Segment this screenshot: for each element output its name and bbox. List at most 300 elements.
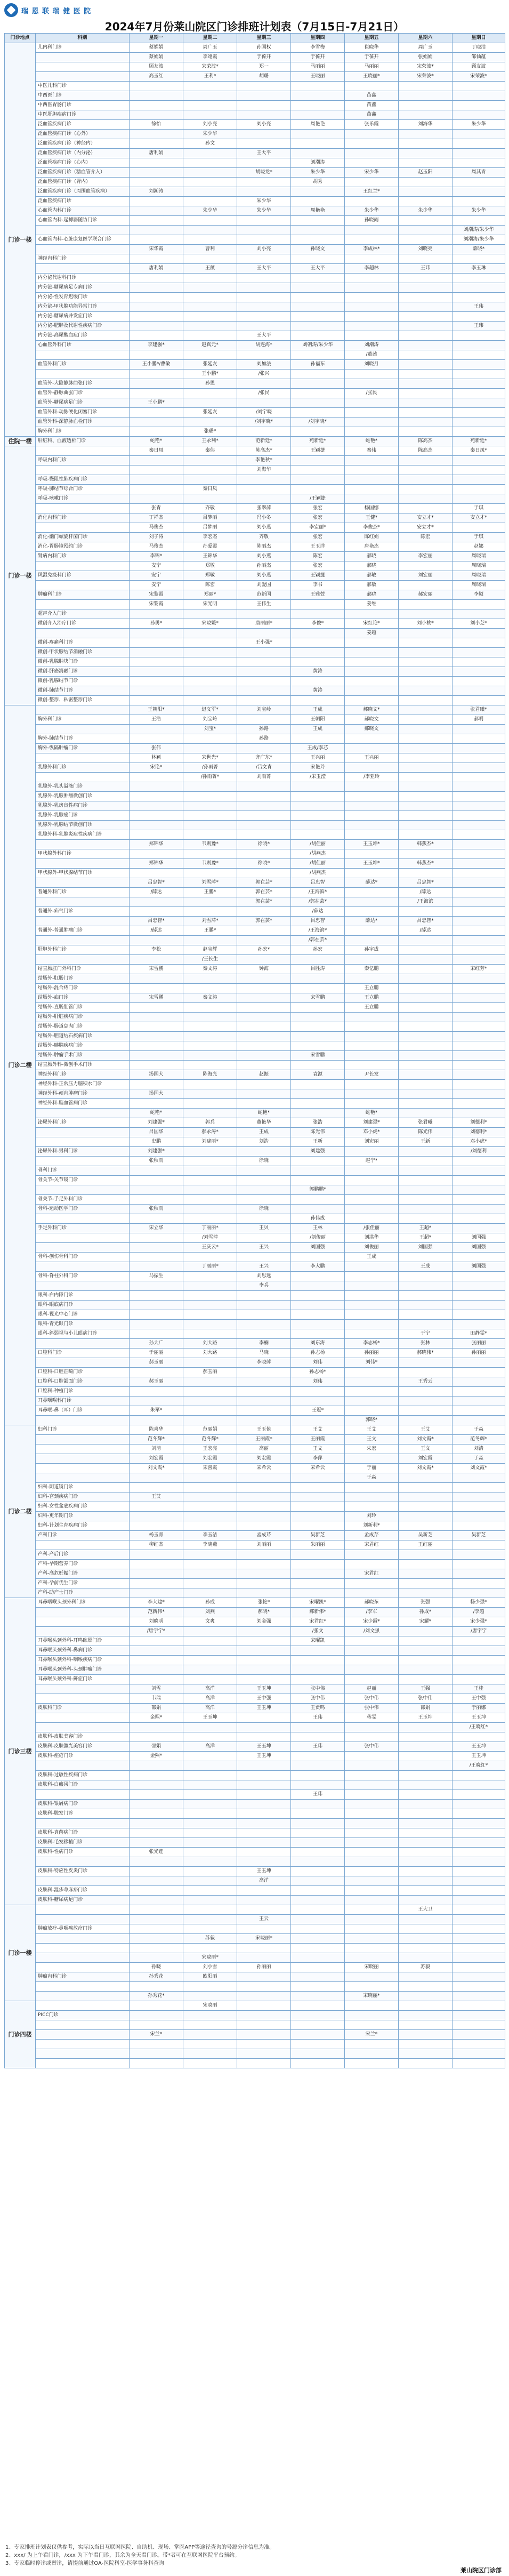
doctor-cell: 王兴 [237, 1243, 291, 1253]
schedule-row [5, 379, 505, 389]
doctor-cell: 刘宝* [183, 725, 237, 734]
doctor-cell [345, 1953, 399, 1963]
doctor-cell: 孙福东 [291, 360, 345, 370]
doctor-cell [345, 235, 399, 245]
doctor-cell [130, 1780, 183, 1790]
doctor-cell: 张浩 [291, 1118, 345, 1128]
schedule-row [5, 1560, 505, 1569]
doctor-cell [183, 1646, 237, 1656]
doctor-cell: /刘宇晓* [291, 418, 345, 427]
department-cell: 泛血管疾病门诊（神经内） [36, 139, 130, 149]
department-cell: 心血管内科-起搏器随访门诊 [36, 216, 130, 226]
doctor-cell [291, 1723, 345, 1732]
doctor-cell: 王玉坤 [237, 1752, 291, 1761]
doctor-cell [291, 1665, 345, 1675]
doctor-cell [183, 1483, 237, 1492]
doctor-cell: 郝晓* [237, 1608, 291, 1617]
department-cell: 胸外科门诊 [36, 427, 130, 437]
doctor-cell [399, 648, 453, 657]
department-cell: 结肠外-胰腺疾病门诊 [36, 1041, 130, 1051]
doctor-cell [130, 657, 183, 667]
doctor-cell [345, 1560, 399, 1569]
schedule-row [5, 1473, 505, 1483]
doctor-cell [130, 1387, 183, 1397]
doctor-cell [130, 1732, 183, 1742]
department-cell: 心血管内科-心脏康复医学联合门诊 [36, 235, 130, 245]
doctor-cell [237, 686, 291, 696]
doctor-cell [291, 1310, 345, 1320]
doctor-cell: 郝晓文 [345, 715, 399, 725]
doctor-cell: 王玉坤 [453, 1742, 505, 1752]
doctor-cell: 姜维 [345, 600, 399, 609]
doctor-cell [291, 1512, 345, 1521]
doctor-cell: 范新廷* [237, 437, 291, 446]
doctor-cell [130, 1099, 183, 1109]
department-cell [36, 2001, 130, 2011]
doctor-cell [237, 849, 291, 859]
doctor-cell [291, 1953, 345, 1963]
doctor-cell [237, 1483, 291, 1492]
schedule-row [5, 1569, 505, 1579]
schedule-row [5, 1502, 505, 1512]
doctor-cell [237, 1080, 291, 1089]
doctor-cell [183, 1867, 237, 1876]
department-cell [36, 1790, 130, 1800]
doctor-cell: 王大平 [291, 264, 345, 274]
doctor-cell: 张娟娟 [399, 53, 453, 62]
doctor-cell: 王中强 [237, 1694, 291, 1704]
doctor-cell [399, 1800, 453, 1809]
doctor-cell: 宋少霞* [345, 1617, 399, 1627]
schedule-row [5, 2049, 505, 2059]
department-cell: 超声介入门诊 [36, 609, 130, 619]
doctor-cell: 李玉琳 [453, 264, 505, 274]
doctor-cell [130, 686, 183, 696]
doctor-cell [291, 955, 345, 965]
schedule-row [5, 1886, 505, 1896]
doctor-cell [291, 1281, 345, 1291]
doctor-cell: 邹仙蕴 [453, 53, 505, 62]
doctor-cell [130, 1397, 183, 1406]
doctor-cell [453, 1473, 505, 1483]
doctor-cell: 陈宏 [399, 533, 453, 542]
doctor-cell [237, 187, 291, 197]
doctor-cell: /王晓红* [453, 1761, 505, 1771]
doctor-cell [399, 1771, 453, 1780]
doctor-cell: 张宏 [291, 513, 345, 523]
department-cell: 结直肠肛门外科门诊 [36, 965, 130, 974]
doctor-cell [399, 1147, 453, 1157]
schedule-row [5, 82, 505, 91]
doctor-cell [183, 677, 237, 686]
schedule-row [5, 302, 505, 312]
schedule-row [5, 1128, 505, 1137]
doctor-cell: 刘雪 [130, 1684, 183, 1694]
schedule-row [5, 773, 505, 782]
doctor-cell [130, 1876, 183, 1886]
doctor-cell: 刘建强* [345, 1118, 399, 1128]
doctor-cell [291, 2011, 345, 2020]
doctor-cell [399, 705, 453, 715]
doctor-cell [183, 1473, 237, 1483]
doctor-cell: 蛇艳* [345, 437, 399, 446]
doctor-cell: 吕忠智 [291, 878, 345, 888]
schedule-row [5, 1713, 505, 1723]
doctor-cell [399, 1953, 453, 1963]
doctor-cell [399, 350, 453, 360]
doctor-cell [453, 1569, 505, 1579]
doctor-cell: 赵娜 [453, 542, 505, 552]
doctor-cell [183, 849, 237, 859]
doctor-cell [130, 897, 183, 907]
doctor-cell: 宋艳* [130, 763, 183, 773]
doctor-cell [453, 1771, 505, 1780]
doctor-cell [291, 2059, 345, 2068]
doctor-cell [345, 1934, 399, 1944]
schedule-row [5, 1790, 505, 1800]
schedule-row [5, 1041, 505, 1051]
doctor-cell [453, 917, 505, 926]
doctor-cell: 王红兰* [345, 187, 399, 197]
doctor-cell [399, 293, 453, 302]
footer-note: 2、xxx/ 为上午看门诊，/xxx 为下午看门诊，其余为全天看门诊。带*者可在互联网医院平台预约。 [5, 2553, 240, 2558]
doctor-cell [291, 1752, 345, 1761]
doctor-cell [183, 1915, 237, 1924]
schedule-row [5, 1896, 505, 1905]
doctor-cell [399, 677, 453, 686]
doctor-cell [130, 274, 183, 283]
doctor-cell: 张宏 [291, 533, 345, 542]
doctor-cell: 刘建强 [291, 1147, 345, 1157]
doctor-cell [291, 821, 345, 830]
doctor-cell [183, 1896, 237, 1905]
doctor-cell: /薛达 [291, 907, 345, 917]
doctor-cell: 史鹏 [130, 1137, 183, 1147]
doctor-cell [453, 993, 505, 1003]
doctor-cell: 张丽丽 [453, 1339, 505, 1349]
department-cell: 妇科-女性盆底疾病门诊 [36, 1502, 130, 1512]
doctor-cell [183, 1291, 237, 1301]
doctor-cell: 张伟 [130, 744, 183, 753]
schedule-row [5, 725, 505, 734]
doctor-cell [345, 1483, 399, 1492]
doctor-cell [453, 1041, 505, 1051]
doctor-cell: 邓小虎* [453, 1137, 505, 1147]
department-cell: 皮肤科-痤疮门诊 [36, 1752, 130, 1761]
doctor-cell [399, 418, 453, 427]
department-cell [36, 1435, 130, 1445]
schedule-row [5, 1704, 505, 1713]
doctor-cell [237, 235, 291, 245]
doctor-cell [183, 1214, 237, 1224]
department-cell: 结肠外-胆道结石疾病门诊 [36, 1032, 130, 1041]
doctor-cell: 苗鑫 [345, 110, 399, 120]
schedule-row [5, 1819, 505, 1828]
doctor-cell [345, 2049, 399, 2059]
doctor-cell: /张文 [291, 1627, 345, 1636]
schedule-row [5, 945, 505, 955]
doctor-cell [237, 475, 291, 485]
doctor-cell: 马丽丽 [345, 62, 399, 72]
department-cell: 皮肤科-特应性皮炎门诊 [36, 1867, 130, 1876]
schedule-row [5, 418, 505, 427]
doctor-cell [237, 398, 291, 408]
doctor-cell [130, 1560, 183, 1569]
doctor-cell [183, 830, 237, 840]
schedule-row [5, 542, 505, 552]
doctor-cell [291, 1550, 345, 1560]
doctor-cell [399, 1368, 453, 1377]
doctor-cell: 郭鹏鹏* [291, 1185, 345, 1195]
doctor-cell [183, 667, 237, 677]
doctor-cell [453, 1483, 505, 1492]
doctor-cell: 秦日凤 [183, 485, 237, 494]
doctor-cell [399, 1982, 453, 1992]
doctor-cell [453, 389, 505, 398]
doctor-cell: 张宏 [291, 504, 345, 513]
column-header: 星期一 [130, 34, 183, 43]
doctor-cell [399, 475, 453, 485]
doctor-cell [453, 293, 505, 302]
department-cell [36, 840, 130, 849]
schedule-row [5, 1445, 505, 1454]
department-cell: 耳鼻喉头颈外科-头颈肿瘤门诊 [36, 1665, 130, 1675]
doctor-cell [399, 322, 453, 331]
doctor-cell: 丁晓洁 [453, 43, 505, 53]
doctor-cell [237, 1944, 291, 1953]
doctor-cell [237, 1013, 291, 1022]
schedule-row [5, 1185, 505, 1195]
department-cell: 乳腺外-乳腺结节微创门诊 [36, 821, 130, 830]
doctor-cell [183, 178, 237, 187]
doctor-cell [237, 744, 291, 753]
schedule-row [5, 1118, 505, 1128]
department-cell [36, 264, 130, 274]
doctor-cell [453, 341, 505, 350]
department-cell [36, 1684, 130, 1694]
doctor-cell [291, 1166, 345, 1176]
doctor-cell: 孙丽杰 [237, 561, 291, 571]
doctor-cell [291, 1800, 345, 1809]
doctor-cell [345, 1896, 399, 1905]
doctor-cell: 王玮 [291, 1790, 345, 1800]
department-cell [36, 1416, 130, 1425]
doctor-cell [130, 984, 183, 993]
doctor-cell [183, 456, 237, 466]
schedule-row [5, 1608, 505, 1617]
department-cell: 神经外科-正常压力脑积水门诊 [36, 1080, 130, 1089]
doctor-cell [130, 1022, 183, 1032]
doctor-cell [399, 725, 453, 734]
doctor-cell [399, 1627, 453, 1636]
doctor-cell: 刘宏霞 [130, 1454, 183, 1464]
doctor-cell [237, 1397, 291, 1406]
doctor-cell [237, 293, 291, 302]
department-cell: 微创-疼痛科门诊 [36, 638, 130, 648]
doctor-cell [183, 1560, 237, 1569]
doctor-cell [237, 1176, 291, 1185]
doctor-cell [183, 1790, 237, 1800]
doctor-cell [453, 1051, 505, 1061]
doctor-cell: 王小鹏* [130, 398, 183, 408]
doctor-cell [345, 648, 399, 657]
doctor-cell [291, 1905, 345, 1915]
doctor-cell [453, 1099, 505, 1109]
doctor-cell: 尹长发 [345, 1070, 399, 1080]
schedule-row [5, 897, 505, 907]
doctor-cell: 于葆开 [291, 53, 345, 62]
footer-signature: 莱山院区门诊部 [460, 2567, 502, 2574]
doctor-cell [130, 955, 183, 965]
doctor-cell: 郭在芸* [237, 917, 291, 926]
schedule-row [5, 1492, 505, 1502]
doctor-cell [183, 1281, 237, 1291]
doctor-cell [399, 197, 453, 206]
doctor-cell [291, 830, 345, 840]
doctor-cell [453, 82, 505, 91]
schedule-row [5, 1310, 505, 1320]
doctor-cell: 张中伟 [399, 1694, 453, 1704]
doctor-cell: 郝晓 [345, 561, 399, 571]
department-cell [36, 1137, 130, 1147]
doctor-cell [291, 1579, 345, 1588]
doctor-cell [399, 869, 453, 878]
doctor-cell [345, 1828, 399, 1838]
doctor-cell [237, 283, 291, 293]
department-cell [36, 1454, 130, 1464]
doctor-cell [183, 168, 237, 178]
doctor-cell: 宋立华 [130, 1224, 183, 1233]
doctor-cell: 刘丽丽 [237, 1540, 291, 1550]
doctor-cell: 蛇艳* [237, 1109, 291, 1118]
schedule-row [5, 619, 505, 629]
doctor-cell [399, 178, 453, 187]
doctor-cell: 李书 [291, 581, 345, 590]
doctor-cell [130, 2001, 183, 2011]
doctor-cell [345, 1723, 399, 1732]
doctor-cell [399, 283, 453, 293]
doctor-cell [237, 1492, 291, 1502]
doctor-cell [345, 1924, 399, 1934]
doctor-cell [345, 1915, 399, 1924]
doctor-cell [183, 974, 237, 984]
doctor-cell: 李玉洁 [183, 1531, 237, 1540]
doctor-cell [345, 149, 399, 158]
doctor-cell [345, 1214, 399, 1224]
doctor-cell [291, 1838, 345, 1848]
doctor-cell [183, 1800, 237, 1809]
doctor-cell [130, 1838, 183, 1848]
doctor-cell [183, 629, 237, 638]
doctor-cell [291, 1646, 345, 1656]
doctor-cell: /郭在芸* [291, 936, 345, 945]
doctor-cell: 于丽 [345, 1464, 399, 1473]
doctor-cell [399, 1502, 453, 1512]
department-cell [36, 350, 130, 360]
doctor-cell [345, 370, 399, 379]
doctor-cell: 宋少强* [453, 1617, 505, 1627]
doctor-cell [345, 657, 399, 667]
doctor-cell: 董艳华 [237, 1118, 291, 1128]
doctor-cell: 王立鹏 [345, 984, 399, 993]
doctor-cell: 朱少华 [345, 206, 399, 216]
doctor-cell [237, 1828, 291, 1838]
doctor-cell: /刘德利 [453, 1147, 505, 1157]
doctor-cell [453, 1896, 505, 1905]
doctor-cell [291, 1867, 345, 1876]
doctor-cell: 杨玉青 [130, 1531, 183, 1540]
doctor-cell [453, 888, 505, 897]
doctor-cell [237, 1732, 291, 1742]
doctor-cell [183, 1109, 237, 1118]
doctor-cell: 周晓瑞 [453, 552, 505, 561]
doctor-cell [183, 350, 237, 360]
doctor-cell [345, 1656, 399, 1665]
doctor-cell [399, 1195, 453, 1205]
doctor-cell: /胡燕杰 [291, 849, 345, 859]
doctor-cell: 孙成* [399, 1608, 453, 1617]
doctor-cell [291, 398, 345, 408]
department-cell: 神经内科门诊 [36, 254, 130, 264]
doctor-cell: 文爽 [183, 1617, 237, 1627]
department-cell [36, 1445, 130, 1454]
doctor-cell [399, 1588, 453, 1598]
doctor-cell [345, 638, 399, 648]
doctor-cell: 周广玉 [399, 43, 453, 53]
doctor-cell [237, 869, 291, 878]
doctor-cell [453, 1905, 505, 1915]
doctor-cell: 杨国娜 [345, 504, 399, 513]
doctor-cell [291, 1109, 345, 1118]
doctor-cell [130, 1262, 183, 1272]
schedule-row [5, 1598, 505, 1608]
doctor-cell: 王鹏* [183, 888, 237, 897]
doctor-cell [399, 235, 453, 245]
doctor-cell: 李兵 [237, 1281, 291, 1291]
schedule-row [5, 1214, 505, 1224]
doctor-cell: 宋兰* [130, 2030, 183, 2040]
doctor-cell [453, 849, 505, 859]
doctor-cell: 钟海 [237, 965, 291, 974]
doctor-cell: 王庆云* [183, 1243, 237, 1253]
department-cell: 乳腺外-乳腺癌门诊 [36, 811, 130, 821]
schedule-row [5, 965, 505, 974]
doctor-cell [345, 82, 399, 91]
department-cell: 中西医胃肠门诊 [36, 101, 130, 110]
doctor-cell [453, 859, 505, 869]
doctor-cell: 孙晓文 [291, 245, 345, 254]
doctor-cell [291, 811, 345, 821]
doctor-cell: 张君曦* [453, 705, 505, 715]
doctor-cell [291, 101, 345, 110]
doctor-cell [453, 1972, 505, 1982]
doctor-cell: 秦文涛 [183, 965, 237, 974]
doctor-cell: 王玉坤 [453, 1752, 505, 1761]
department-cell [36, 725, 130, 734]
schedule-row [5, 878, 505, 888]
doctor-cell [183, 1185, 237, 1195]
doctor-cell [453, 1848, 505, 1857]
doctor-cell [237, 1924, 291, 1934]
department-cell: 肿瘤放疗-鼻咽癌放疗门诊 [36, 1924, 130, 1934]
doctor-cell [237, 82, 291, 91]
department-cell: 乳腺外-乳腺肿瘤微创门诊 [36, 792, 130, 801]
doctor-cell [130, 1934, 183, 1944]
doctor-cell [237, 1022, 291, 1032]
doctor-cell [291, 1521, 345, 1531]
schedule-row [5, 168, 505, 178]
doctor-cell [399, 1483, 453, 1492]
